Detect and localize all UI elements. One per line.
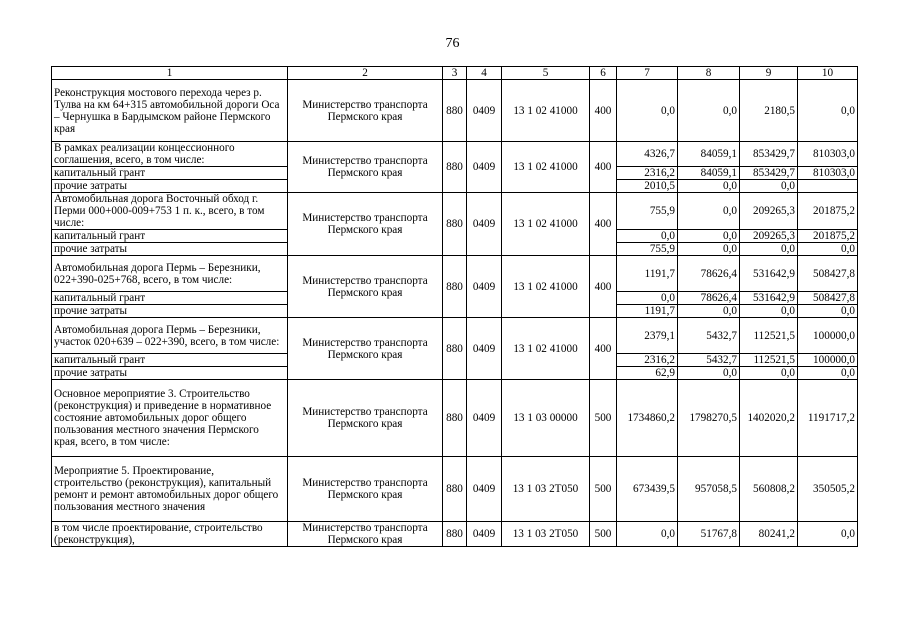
code-cell-c3: 880 <box>443 318 467 380</box>
row-label: Автомобильная дорога Восточный обход г. Перми 000+000-009+753 1 п. к., всего, в том числе: <box>52 193 288 230</box>
column-header: 10 <box>798 67 858 80</box>
code-cell-c5: 13 1 02 41000 <box>502 256 590 318</box>
budget-table <box>51 66 858 547</box>
value-cell-v7: 2316,2 <box>617 167 678 180</box>
organization-cell: Министерство транспорта Пермского края <box>288 522 443 547</box>
row-label: Автомобильная дорога Пермь – Березники, участок 020+639 – 022+390, всего, в том числе: <box>52 318 288 354</box>
value-cell-v9: 0,0 <box>740 243 798 256</box>
value-cell-v9: 560808,2 <box>740 457 798 522</box>
code-cell-c5: 13 1 02 41000 <box>502 80 590 142</box>
value-cell-v9: 531642,9 <box>740 292 798 305</box>
column-header: 5 <box>502 67 590 80</box>
code-cell-c5: 13 1 02 41000 <box>502 193 590 256</box>
code-cell-c3: 880 <box>443 457 467 522</box>
row-label: Мероприятие 5. Проектирование, строительство (реконструкция), капитальный ремонт и ремонт автомобильных дорог общего пользования местного значения <box>52 457 288 522</box>
value-cell-v9: 0,0 <box>740 180 798 193</box>
organization-cell: Министерство транспорта Пермского края <box>288 457 443 522</box>
table-row <box>52 380 858 457</box>
value-cell-v8: 78626,4 <box>678 256 740 292</box>
table-row <box>52 142 858 167</box>
value-cell-v9: 0,0 <box>740 305 798 318</box>
table-row <box>52 522 858 547</box>
column-header: 1 <box>52 67 288 80</box>
value-cell-v10: 810303,0 <box>798 167 858 180</box>
value-cell-v8: 84059,1 <box>678 142 740 167</box>
code-cell-c3: 880 <box>443 256 467 318</box>
value-cell-v10: 100000,0 <box>798 354 858 367</box>
value-cell-v9: 1402020,2 <box>740 380 798 457</box>
value-cell-v10: 810303,0 <box>798 142 858 167</box>
code-cell-c6: 400 <box>590 142 617 193</box>
value-cell-v7: 755,9 <box>617 243 678 256</box>
value-cell-v7: 62,9 <box>617 367 678 380</box>
code-cell-c5: 13 1 03 2Т050 <box>502 457 590 522</box>
value-cell-v9: 2180,5 <box>740 80 798 142</box>
column-header: 7 <box>617 67 678 80</box>
row-label: прочие затраты <box>52 180 288 193</box>
value-cell-v7: 0,0 <box>617 292 678 305</box>
value-cell-v10: 201875,2 <box>798 230 858 243</box>
value-cell-v9: 209265,3 <box>740 230 798 243</box>
row-label: прочие затраты <box>52 305 288 318</box>
page-number: 76 <box>445 36 460 51</box>
value-cell-v9: 853429,7 <box>740 142 798 167</box>
code-cell-c5: 13 1 02 41000 <box>502 142 590 193</box>
code-cell-c4: 0409 <box>467 80 502 142</box>
organization-cell: Министерство транспорта Пермского края <box>288 80 443 142</box>
value-cell-v10 <box>798 180 858 193</box>
value-cell-v7: 1734860,2 <box>617 380 678 457</box>
row-label: капитальный грант <box>52 230 288 243</box>
code-cell-c4: 0409 <box>467 142 502 193</box>
value-cell-v10: 0,0 <box>798 80 858 142</box>
organization-cell: Министерство транспорта Пермского края <box>288 193 443 256</box>
value-cell-v8: 0,0 <box>678 180 740 193</box>
row-label: капитальный грант <box>52 354 288 367</box>
row-label: Основное мероприятие 3. Строительство (реконструкция) и приведение в нормативное состояние автомобильных дорог общего пользования местного значения Пермского края, всего, в том числе: <box>52 380 288 457</box>
column-header: 6 <box>590 67 617 80</box>
code-cell-c6: 500 <box>590 457 617 522</box>
code-cell-c6: 400 <box>590 256 617 318</box>
value-cell-v7: 0,0 <box>617 80 678 142</box>
value-cell-v8: 5432,7 <box>678 354 740 367</box>
column-header: 9 <box>740 67 798 80</box>
value-cell-v10: 1191717,2 <box>798 380 858 457</box>
organization-cell: Министерство транспорта Пермского края <box>288 142 443 193</box>
code-cell-c6: 500 <box>590 380 617 457</box>
value-cell-v7: 2379,1 <box>617 318 678 354</box>
value-cell-v7: 0,0 <box>617 230 678 243</box>
row-label: прочие затраты <box>52 243 288 256</box>
value-cell-v8: 0,0 <box>678 230 740 243</box>
value-cell-v10: 0,0 <box>798 367 858 380</box>
value-cell-v8: 0,0 <box>678 243 740 256</box>
value-cell-v8: 5432,7 <box>678 318 740 354</box>
value-cell-v9: 80241,2 <box>740 522 798 547</box>
value-cell-v8: 0,0 <box>678 193 740 230</box>
value-cell-v7: 2010,5 <box>617 180 678 193</box>
value-cell-v9: 209265,3 <box>740 193 798 230</box>
row-label: В рамках реализации концессионного соглашения, всего, в том числе: <box>52 142 288 167</box>
code-cell-c4: 0409 <box>467 193 502 256</box>
code-cell-c4: 0409 <box>467 380 502 457</box>
value-cell-v10: 508427,8 <box>798 292 858 305</box>
value-cell-v8: 51767,8 <box>678 522 740 547</box>
organization-cell: Министерство транспорта Пермского края <box>288 256 443 318</box>
code-cell-c6: 400 <box>590 80 617 142</box>
code-cell-c5: 13 1 03 00000 <box>502 380 590 457</box>
code-cell-c5: 13 1 03 2Т050 <box>502 522 590 547</box>
code-cell-c3: 880 <box>443 142 467 193</box>
code-cell-c4: 0409 <box>467 522 502 547</box>
value-cell-v10: 0,0 <box>798 243 858 256</box>
value-cell-v10: 201875,2 <box>798 193 858 230</box>
value-cell-v9: 112521,5 <box>740 354 798 367</box>
row-label: в том числе проектирование, строительство (реконструкция), <box>52 522 288 547</box>
value-cell-v9: 531642,9 <box>740 256 798 292</box>
code-cell-c4: 0409 <box>467 457 502 522</box>
table-row <box>52 318 858 354</box>
value-cell-v10: 350505,2 <box>798 457 858 522</box>
value-cell-v8: 957058,5 <box>678 457 740 522</box>
value-cell-v7: 0,0 <box>617 522 678 547</box>
code-cell-c5: 13 1 02 41000 <box>502 318 590 380</box>
table-row <box>52 80 858 142</box>
value-cell-v7: 4326,7 <box>617 142 678 167</box>
code-cell-c3: 880 <box>443 380 467 457</box>
table-row <box>52 193 858 230</box>
value-cell-v9: 853429,7 <box>740 167 798 180</box>
code-cell-c6: 400 <box>590 193 617 256</box>
value-cell-v8: 78626,4 <box>678 292 740 305</box>
header-row <box>52 67 858 80</box>
value-cell-v8: 84059,1 <box>678 167 740 180</box>
table-row <box>52 457 858 522</box>
row-label: капитальный грант <box>52 167 288 180</box>
value-cell-v9: 0,0 <box>740 367 798 380</box>
row-label: капитальный грант <box>52 292 288 305</box>
code-cell-c6: 500 <box>590 522 617 547</box>
code-cell-c4: 0409 <box>467 256 502 318</box>
value-cell-v9: 112521,5 <box>740 318 798 354</box>
code-cell-c4: 0409 <box>467 318 502 380</box>
value-cell-v10: 0,0 <box>798 522 858 547</box>
table-row <box>52 256 858 292</box>
code-cell-c3: 880 <box>443 193 467 256</box>
value-cell-v7: 1191,7 <box>617 256 678 292</box>
organization-cell: Министерство транспорта Пермского края <box>288 380 443 457</box>
value-cell-v10: 0,0 <box>798 305 858 318</box>
row-label: Автомобильная дорога Пермь – Березники, 022+390-025+768, всего, в том числе: <box>52 256 288 292</box>
organization-cell: Министерство транспорта Пермского края <box>288 318 443 380</box>
code-cell-c3: 880 <box>443 522 467 547</box>
value-cell-v7: 2316,2 <box>617 354 678 367</box>
value-cell-v8: 1798270,5 <box>678 380 740 457</box>
value-cell-v8: 0,0 <box>678 80 740 142</box>
column-header: 3 <box>443 67 467 80</box>
value-cell-v10: 100000,0 <box>798 318 858 354</box>
row-label: Реконструкция мостового перехода через р. Тулва на км 64+315 автомобильной дороги Оса – Чернушка в Бардымском районе Пермского края <box>52 80 288 142</box>
row-label: прочие затраты <box>52 367 288 380</box>
value-cell-v8: 0,0 <box>678 367 740 380</box>
column-header: 8 <box>678 67 740 80</box>
value-cell-v8: 0,0 <box>678 305 740 318</box>
column-header: 4 <box>467 67 502 80</box>
code-cell-c6: 400 <box>590 318 617 380</box>
value-cell-v7: 673439,5 <box>617 457 678 522</box>
value-cell-v10: 508427,8 <box>798 256 858 292</box>
column-header: 2 <box>288 67 443 80</box>
code-cell-c3: 880 <box>443 80 467 142</box>
value-cell-v7: 755,9 <box>617 193 678 230</box>
value-cell-v7: 1191,7 <box>617 305 678 318</box>
